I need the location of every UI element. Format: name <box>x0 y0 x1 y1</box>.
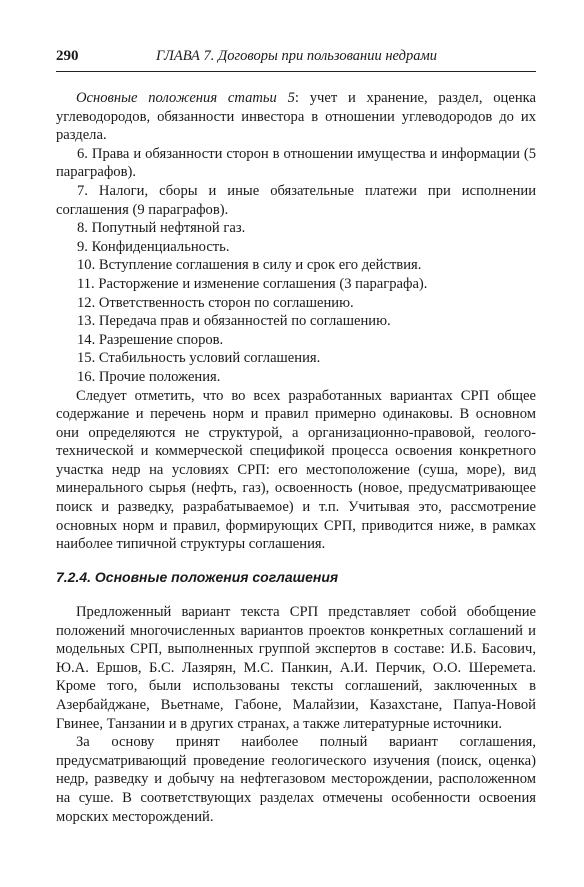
section-paragraph: Предложенный вариант текста СРП представляет собой обобщение положений многочисленных вариантов проектов конкретных соглашений и модельных СРП, выполненных группой экспертов в составе: И.Б. Басович, Ю.А. Ершов, Б.С. Лазярян, М.С. Панкин, А.И. Перчик, О.О. Шеремета. Кроме того, были использованы тексты соглашений, заключенных в Азербайджане, Вьетнаме, Габоне, Малайзии, Казахстане, Папуа-Новой Гвинее, Танзании и в других странах, а также литературные источники. <box>56 604 536 732</box>
list-item: 11. Расторжение и изменение соглашения (3 параграфа). <box>77 275 428 292</box>
list-item: 9. Конфиденциальность. <box>77 238 230 255</box>
list-item: 10. Вступление соглашения в силу и срок его действия. <box>77 257 422 274</box>
article5-lead: Основные положения статьи 5 <box>76 90 295 106</box>
section-heading: 7.2.4. Основные положения соглашения <box>56 569 339 585</box>
main-text <box>56 89 536 554</box>
article5-paragraph <box>56 89 536 145</box>
list-item: 13. Передача прав и обязанностей по соглашению. <box>77 313 391 330</box>
article5-text: : учет и хранение, раздел, оценка углеводородов, обязанности инвестора в отношении углеводородов до их раздела. <box>56 90 536 144</box>
list-item: 14. Разрешение споров. <box>77 331 224 348</box>
section-paragraph: За основу принят наиболее полный вариант соглашения, предусматривающий проведение геологического изучения (поиск, оценка) недр, разведку и добычу на нефтегазовом месторождении, расположенном на суше. В соответствующих разделах отмечены особенности освоения морских месторождений. <box>56 734 536 825</box>
page-header <box>56 46 536 68</box>
list-item: 6. Права и обязанности сторон в отношении имущества и информации (5 параграфов). <box>56 145 536 181</box>
summary-paragraph: Следует отметить, что во всех разработанных вариантах СРП общее содержание и перечень норм и правил примерно одинаковы. В основном они определяются не структурой, а организационно-правовой, геолого-технической и коммерческой спецификой процесса освоения конкретного участка недр на условиях СРП: его местоположение (суша, море), вид минерального сырья (нефть, газ), освоенность (новое, предусматривающее поиск и разведку, разрабатываемое) и т.п. Учитывая это, рассмотрение основных норм и правил, формирующих СРП, приводится ниже, в рамках наиболее типичной структуры соглашения. <box>56 387 536 553</box>
list-item: 12. Ответственность сторон по соглашению. <box>77 294 354 311</box>
list-item: 7. Налоги, сборы и иные обязательные платежи при исполнении соглашения (9 параграфов). <box>56 182 536 218</box>
running-title: ГЛАВА 7. Договоры при пользовании недрами <box>156 48 437 64</box>
list-item: 16. Прочие положения. <box>77 368 221 385</box>
page-number: 290 <box>56 48 79 64</box>
section-text <box>56 603 536 826</box>
header-rule <box>56 71 536 72</box>
list-item: 15. Стабильность условий соглашения. <box>77 350 321 367</box>
list-item: 8. Попутный нефтяной газ. <box>77 220 246 237</box>
